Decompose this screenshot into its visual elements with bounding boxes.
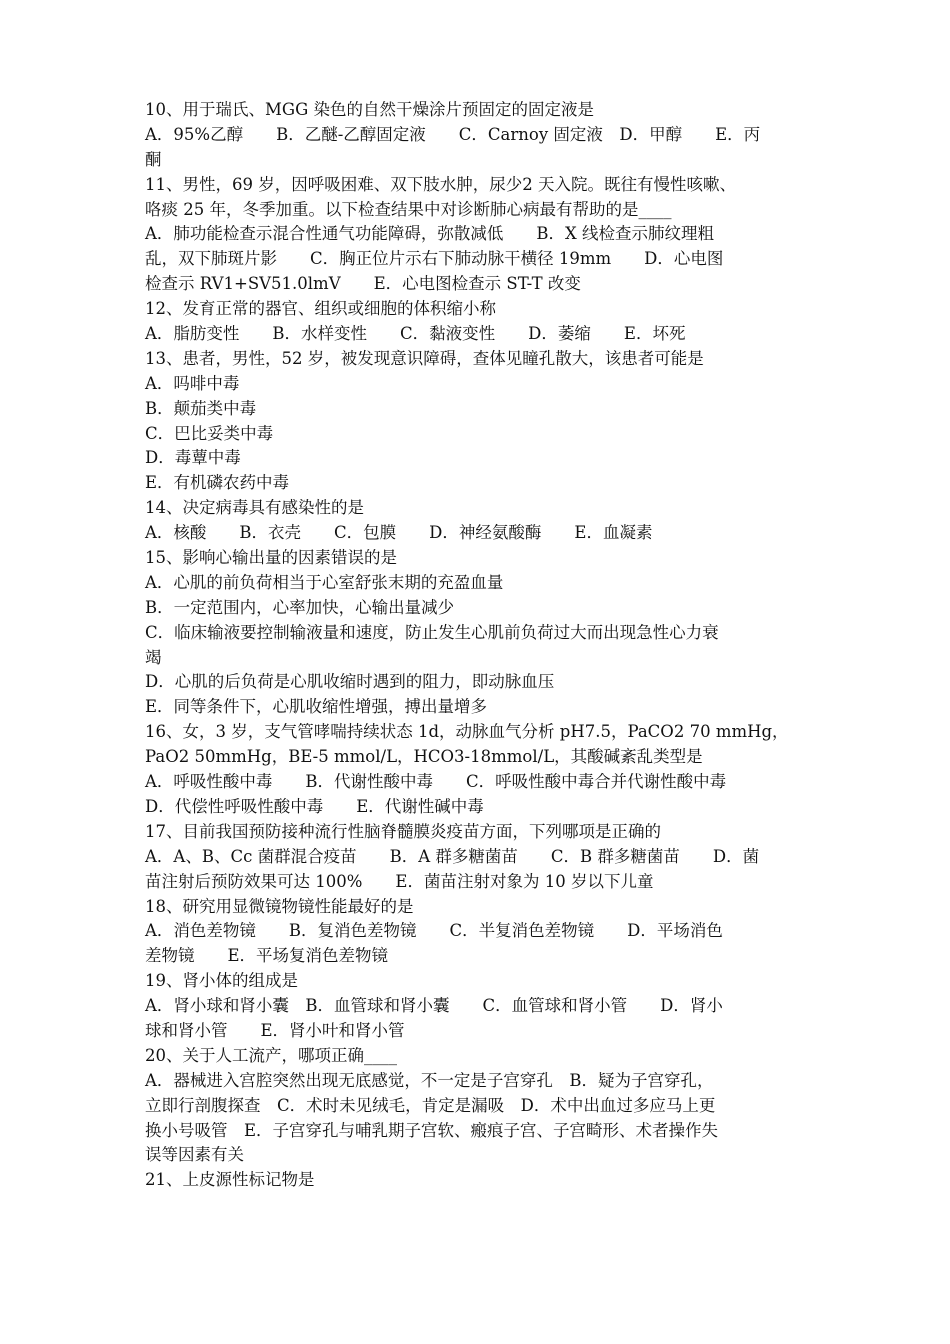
text-line: A．肾小球和肾小囊 B．血管球和肾小囊 C．血管球和肾小管 D．肾小 xyxy=(145,996,723,1016)
text-line: 16、女，3 岁，支气管哮喘持续状态 1d，动脉血气分析 pH7.5，PaCO2 70 mmHg， xyxy=(145,722,789,742)
text-line: A．肺功能检查示混合性通气功能障碍，弥散减低 B．X 线检查示肺纹理粗 xyxy=(145,224,715,244)
text-line: 14、决定病毒具有感染性的是 xyxy=(145,498,364,518)
text-line: 15、影响心输出量的因素错误的是 xyxy=(145,548,397,568)
text-line: 11、男性，69 岁，因呼吸困难、双下肢水肿，尿少2 天入院。既往有慢性咳嗽、 xyxy=(145,174,736,194)
text-line: 检查示 RV1+SV51.0lmV E．心电图检查示 ST-T 改变 xyxy=(145,274,581,294)
text-line: B．颠茄类中毒 xyxy=(145,398,257,418)
text-line: E．同等条件下，心肌收缩性增强，搏出量增多 xyxy=(145,697,488,717)
text-line: B．一定范围内，心率加快，心输出量减少 xyxy=(145,597,455,617)
text-line: 酮 xyxy=(145,149,162,169)
text-line: A．呼吸性酸中毒 B．代谢性酸中毒 C．呼吸性酸中毒合并代谢性酸中毒 xyxy=(145,772,727,792)
text-line: PaO2 50mmHg，BE-5 mmol/L，HCO3-18mmol/L，其酸碱紊乱类型是 xyxy=(145,747,703,767)
text-line: 差物镜 E．平场复消色差物镜 xyxy=(145,946,389,966)
text-line: 乱，双下肺斑片影 C．胸正位片示右下肺动脉干横径 19mm D．心电图 xyxy=(145,249,724,269)
text-line: 10、用于瑞氏、MGG 染色的自然干燥涂片预固定的固定液是 xyxy=(145,100,594,119)
text-line: A．器械进入宫腔突然出现无底感觉，不一定是子宫穿孔 B．疑为子宫穿孔， xyxy=(145,1070,714,1090)
text-line: A．消色差物镜 B．复消色差物镜 C．半复消色差物镜 D．平场消色 xyxy=(145,921,723,941)
text-line: 咯痰 25 年，冬季加重。以下检查结果中对诊断肺心病最有帮助的是____ xyxy=(145,199,672,219)
text-line: A．A、B、Cc 菌群混合疫苗 B．A 群多糖菌苗 C．B 群多糖菌苗 D．菌 xyxy=(145,846,760,866)
text-line: 19、肾小体的组成是 xyxy=(145,971,298,991)
document-page xyxy=(145,98,809,1193)
text-line: 21、上皮源性标记物是 xyxy=(145,1170,315,1190)
text-line: 苗注射后预防效果可达 100% E．菌苗注射对象为 10 岁以下儿童 xyxy=(145,871,654,891)
text-line: 换小号吸管 E．子宫穿孔与哺乳期子宫软、瘢痕子宫、子宫畸形、术者操作失 xyxy=(145,1120,719,1140)
text-line: 立即行剖腹探查 C．术时未见绒毛，肯定是漏吸 D．术中出血过多应马上更 xyxy=(145,1095,716,1115)
text-line: 12、发育正常的器官、组织或细胞的体积缩小称 xyxy=(145,299,496,319)
text-line: A．脂肪变性 B．水样变性 C．黏液变性 D．萎缩 E．坏死 xyxy=(145,324,686,344)
text-line: C．临床输液要控制输液量和速度，防止发生心肌前负荷过大而出现急性心力衰 xyxy=(145,622,719,642)
text-line: 17、目前我国预防接种流行性脑脊髓膜炎疫苗方面，下列哪项是正确的 xyxy=(145,821,661,841)
text-line: A．核酸 B．衣壳 C．包膜 D．神经氨酸酶 E．血凝素 xyxy=(145,523,653,543)
text-line: A．95%乙醇 B．乙醚-乙醇固定液 C．Carnoy 固定液 D．甲醇 E．丙 xyxy=(145,124,761,144)
text-line: A．吗啡中毒 xyxy=(145,373,240,393)
text-line: 球和肾小管 E．肾小叶和肾小管 xyxy=(145,1020,405,1040)
text-line: C．巴比妥类中毒 xyxy=(145,423,274,443)
text-line: A．心肌的前负荷相当于心室舒张末期的充盈血量 xyxy=(145,572,504,592)
text-line: D．心肌的后负荷是心肌收缩时遇到的阻力，即动脉血压 xyxy=(145,672,555,692)
text-line: 竭 xyxy=(145,647,162,667)
text-line: E．有机磷农药中毒 xyxy=(145,473,290,493)
text-line: 20、关于人工流产，哪项正确____ xyxy=(145,1045,397,1065)
text-line: 13、患者，男性，52 岁，被发现意识障碍，查体见瞳孔散大，该患者可能是 xyxy=(145,348,704,368)
text-line: 误等因素有关 xyxy=(145,1145,244,1165)
text-line: D．代偿性呼吸性酸中毒 E．代谢性碱中毒 xyxy=(145,796,484,816)
text-line: 18、研究用显微镜物镜性能最好的是 xyxy=(145,896,414,916)
text-line: D．毒蕈中毒 xyxy=(145,448,241,468)
